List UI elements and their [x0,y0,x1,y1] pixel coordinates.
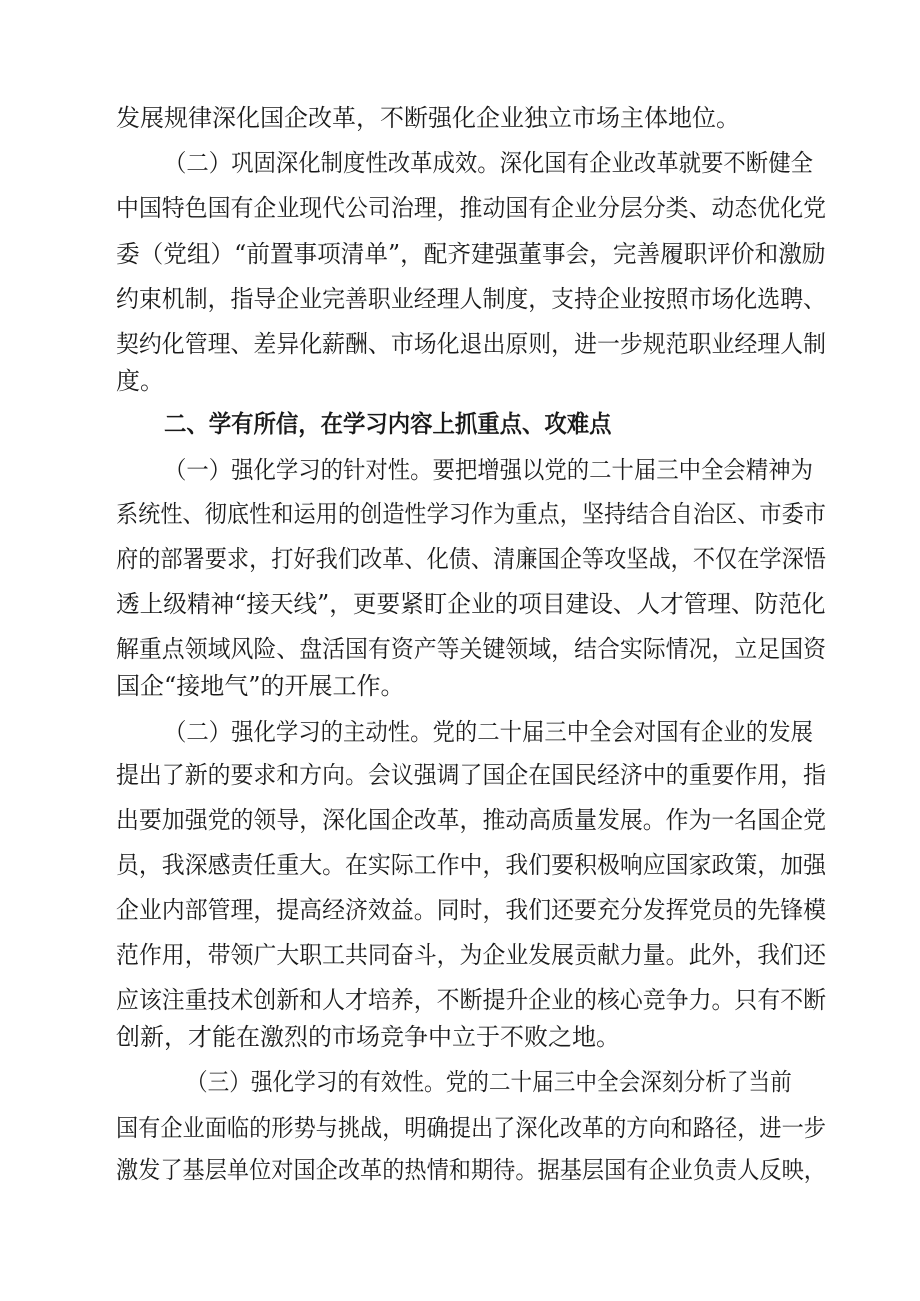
text-line: 应该注重技术创新和人才培养，不断提升企业的核心竞争力。只有不断 [116,986,826,1014]
text-line: 委（党组）“前置事项清单”，配齐建强董事会，完善履职评价和激励 [116,240,826,268]
text-line: 激发了基层单位对国企改革的热情和期待。据基层国有企业负责人反映， [116,1156,826,1184]
text-line: 契约化管理、差异化薪酬、市场化退出原则，进一步规范职业经理人制 [116,330,826,358]
text-line: 国企“接地气”的开展工作。 [116,672,405,700]
text-line: 员，我深感责任重大。在实际工作中，我们要积极响应国家政策，加强 [116,851,826,879]
paragraph-start: （一）强化学习的针对性。要把增强以党的二十届三中全会精神为 [164,456,813,484]
text-line: 范作用，带领广大职工共同奋斗，为企业发展贡献力量。此外，我们还 [116,941,826,969]
section-heading: 二、学有所信，在学习内容上抓重点、攻难点 [164,410,612,438]
text-line: 出要加强党的领导，深化国企改革，推动高质量发展。作为一名国企党 [116,806,826,834]
text-line: 解重点领域风险、盘活国有资产等关键领域，结合实际情况，立足国资 [116,635,826,663]
paragraph-start: （二）强化学习的主动性。党的二十届三中全会对国有企业的发展 [164,718,813,746]
text-line: 系统性、彻底性和运用的创造性学习作为重点，坚持结合自治区、市委市 [116,500,826,528]
text-line: 企业内部管理，提高经济效益。同时，我们还要充分发挥党员的先锋模 [116,896,826,924]
text-line: 创新，才能在激烈的市场竞争中立于不败之地。 [116,1023,620,1051]
text-line: 府的部署要求，打好我们改革、化债、清廉国企等攻坚战，不仅在学深悟 [116,545,826,573]
text-line: 约束机制，指导企业完善职业经理人制度，支持企业按照市场化选聘、 [116,285,826,313]
text-line: 提出了新的要求和方向。会议强调了国企在国民经济中的重要作用，指 [116,761,826,789]
text-line: 发展规律深化国企改革，不断强化企业独立市场主体地位。 [116,104,740,132]
paragraph-start: （二）巩固深化制度性改革成效。深化国有企业改革就要不断健全 [164,149,813,177]
text-line: 中国特色国有企业现代公司治理，推动国有企业分层分类、动态优化党 [116,194,826,222]
text-line: 透上级精神“接天线”，更要紧盯企业的项目建设、人才管理、防范化 [116,590,826,618]
text-line: 度。 [116,367,164,395]
text-line: 国有企业面临的形势与挑战，明确提出了深化改革的方向和路径，进一步 [116,1114,826,1142]
paragraph-start: （三）强化学习的有效性。党的二十届三中全会深刻分析了当前 [186,1068,792,1096]
